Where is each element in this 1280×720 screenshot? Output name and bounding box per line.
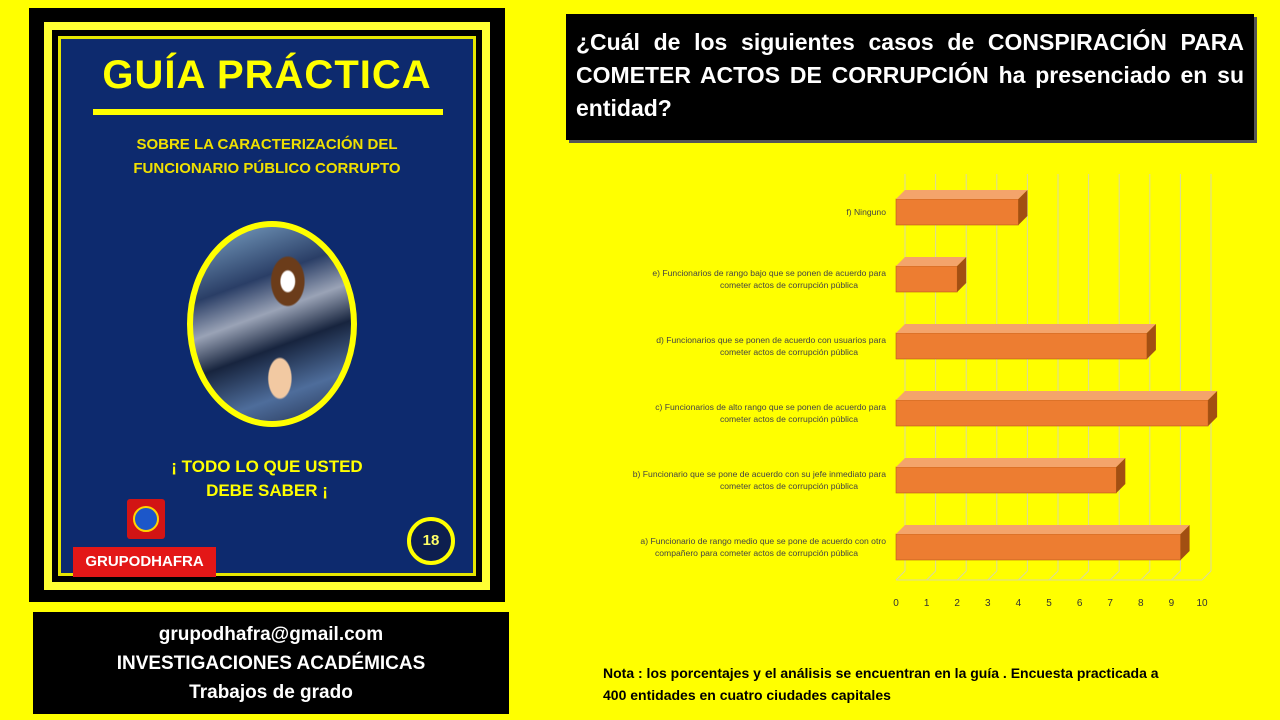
bar [896, 467, 1116, 493]
cover-slogan-line1: ¡ TODO LO QUE USTED [171, 457, 363, 476]
bar-top-face [896, 391, 1217, 400]
cover-subtitle-line2: FUNCIONARIO PÚBLICO CORRUPTO [133, 160, 401, 177]
bar-top-face [896, 458, 1125, 467]
floor-gridline [1018, 571, 1027, 580]
cover-subtitle [61, 133, 473, 181]
bar-chart [540, 160, 1240, 620]
x-tick-label: 6 [1076, 598, 1083, 609]
footnote: Nota : los porcentajes y el análisis se encuentran en la guía . Encuesta practicada a 400 entidades en cuatro ciudades capitales [603, 665, 1159, 703]
contact-box [33, 612, 509, 714]
floor-gridline [1171, 571, 1180, 580]
x-tick-label: 3 [985, 598, 991, 609]
x-tick-label: 5 [1046, 598, 1052, 609]
contact-line2: INVESTIGACIONES ACADÉMICAS [116, 653, 426, 674]
cover-title: GUÍA PRÁCTICA [102, 53, 432, 97]
floor-gridline [1110, 571, 1119, 580]
cover-slogan-line2: DEBE SABER ¡ [206, 481, 328, 500]
cover-brand: GRUPODHAFRA [73, 547, 216, 577]
x-tick-label: 10 [1196, 598, 1208, 609]
bar-top-face [896, 257, 966, 266]
category-label: c) Funcionarios de alto rango que se ponen de acuerdo para cometer actos de corrupción pública [655, 402, 886, 424]
contact-line3: Trabajos de grado [189, 682, 353, 703]
floor-gridline [1202, 571, 1211, 580]
x-tick-label: 4 [1015, 598, 1022, 609]
bar [896, 534, 1181, 560]
floor-gridline [927, 571, 936, 580]
bar [896, 333, 1147, 359]
x-tick-label: 2 [954, 598, 960, 609]
bar [896, 266, 957, 292]
x-tick-label: 0 [893, 598, 899, 609]
floor-gridline [988, 571, 997, 580]
bar [896, 400, 1208, 426]
floor-gridline [896, 571, 905, 580]
category-label: f) Ninguno [846, 207, 886, 217]
cover-eye-illustration [187, 221, 357, 427]
x-tick-label: 1 [923, 598, 930, 609]
x-tick-label: 7 [1107, 598, 1113, 609]
publisher-logo-icon [127, 499, 165, 539]
floor-gridline [1049, 571, 1058, 580]
bar-top-face [896, 190, 1027, 199]
bar [896, 199, 1018, 225]
cover-number-badge: 18 [407, 517, 455, 565]
question-title: ¿Cuál de los siguientes casos de CONSPIRACIÓN PARA COMETER ACTOS DE CORRUPCIÓN ha presenciado en su entidad? [566, 14, 1254, 140]
category-label: b) Funcionario que se pone de acuerdo con su jefe inmediato para cometer actos de corrupción pública [632, 469, 886, 491]
cover-panel [58, 36, 476, 576]
x-tick-label: 8 [1138, 598, 1144, 609]
floor-gridline [1141, 571, 1150, 580]
cover-border [44, 22, 490, 590]
bar-top-face [896, 525, 1190, 534]
contact-email: grupodhafra@gmail.com [158, 624, 384, 645]
x-tick-label: 9 [1168, 598, 1175, 609]
category-label: e) Funcionarios de rango bajo que se ponen de acuerdo para cometer actos de corrupción pública [652, 268, 886, 290]
book-cover [29, 8, 505, 602]
cover-inner-border [52, 30, 482, 582]
cover-subtitle-line1: SOBRE LA CARACTERIZACIÓN DEL [136, 136, 398, 153]
cover-slogan [61, 455, 473, 503]
bar-top-face [896, 324, 1156, 333]
cover-title-rule [93, 109, 443, 115]
category-label: a) Funcionario de rango medio que se pone de acuerdo con otro compañero para cometer actos de corrupción pública [640, 536, 886, 558]
floor-gridline [1080, 571, 1089, 580]
category-label: d) Funcionarios que se ponen de acuerdo con usuarios para cometer actos de corrupción pública [656, 335, 886, 357]
floor-gridline [957, 571, 966, 580]
